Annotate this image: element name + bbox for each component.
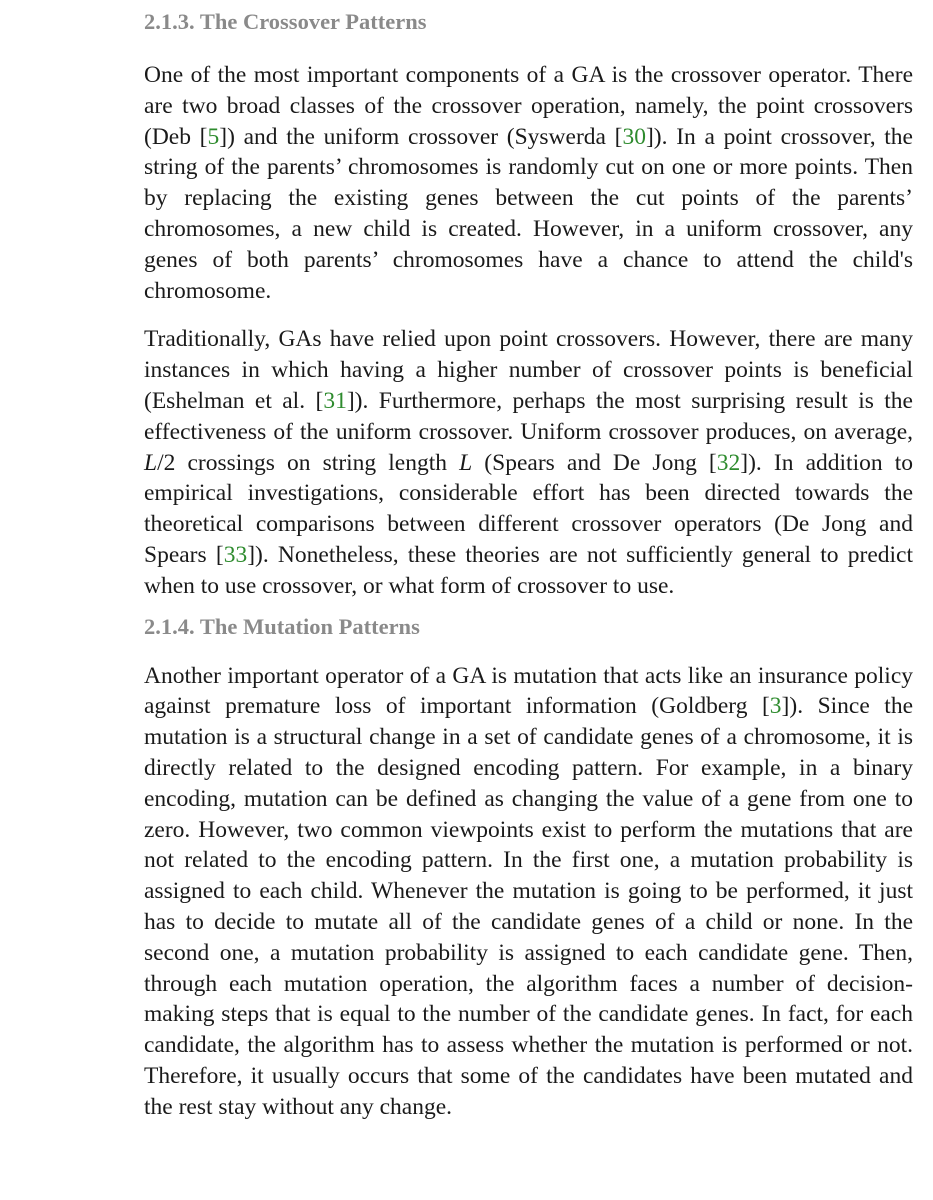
text-run: ]). Since the mutation is a structural change in a set of candidate genes of a chromosome, it is directly related to the designed encoding pattern. For example, in a binary encoding, mutation can be defined as changing the value of a gene from one to zero. However, two common viewpoints exist to perform the mutations that are not related to the encoding pattern. In the first one, a mutation probability is assigned to each child. Whenever the mutation is going to be performed, it just has to decide to mutate all of the candidate genes of a child or none. In the second one, a mutation probability is assigned to each candidate gene. Then, through each mutation operation, the algorithm faces a number of decision-making steps that is equal to the number of the candidate genes. In fact, for each candidate, the algorithm has to assess whether the mutation is performed or not. Therefore, it usually occurs that some of the candidates have been mutated and the rest stay without any change. [144, 693, 913, 1120]
paragraph-crossover-intro [144, 60, 913, 306]
citation-link[interactable]: 5 [207, 123, 220, 150]
paragraph-crossover-traditional [144, 324, 913, 601]
text-run: ]). In addition to empirical investigations, considerable effort has been directed towards the theoretical comparisons between different crossover operators (De Jong and Spears [ [144, 449, 913, 568]
text-run: /2 crossings on string length [157, 449, 460, 476]
text-run: ]) and the uniform crossover (Syswerda [ [219, 123, 623, 150]
text-run: ]). Nonetheless, these theories are not sufficiently general to predict when to use crossover, or what form of crossover to use. [144, 541, 913, 599]
math-variable: L [144, 449, 158, 476]
section-heading-mutation: 2.1.4. The Mutation Patterns [144, 613, 420, 639]
text-run: One of the most important components of a GA is the crossover operator. There are two broad classes of the crossover operation, namely, the point crossovers (Deb [ [144, 62, 913, 150]
citation-link[interactable]: 30 [622, 123, 646, 150]
citation-link[interactable]: 3 [769, 693, 782, 720]
paragraph-mutation [144, 661, 913, 1123]
text-run: ]). Furthermore, perhaps the most surprising result is the effectiveness of the uniform crossover. Uniform crossover produces, on average, [144, 387, 913, 445]
text-run: ]). In a point crossover, the string of the parents’ chromosomes is randomly cut on one or more points. Then by replacing the existing genes between the cut points of the parents’ chromosomes, a new child is created. However, in a uniform crossover, any genes of both parents’ chromosomes have a chance to attend the child's chromosome. [144, 123, 913, 304]
text-run: (Spears and De Jong [ [472, 449, 717, 476]
text-run: Another important operator of a GA is mutation that acts like an insurance policy against premature loss of important information (Goldberg [ [144, 662, 913, 720]
citation-link[interactable]: 31 [323, 387, 347, 414]
citation-link[interactable]: 33 [223, 541, 248, 568]
citation-link[interactable]: 32 [716, 449, 741, 476]
math-variable: L [459, 449, 473, 476]
section-heading-crossover: 2.1.3. The Crossover Patterns [144, 9, 427, 34]
text-run: Traditionally, GAs have relied upon point crossovers. However, there are many instances in which having a higher number of crossover points is beneficial (Eshelman et al. [ [144, 326, 913, 414]
